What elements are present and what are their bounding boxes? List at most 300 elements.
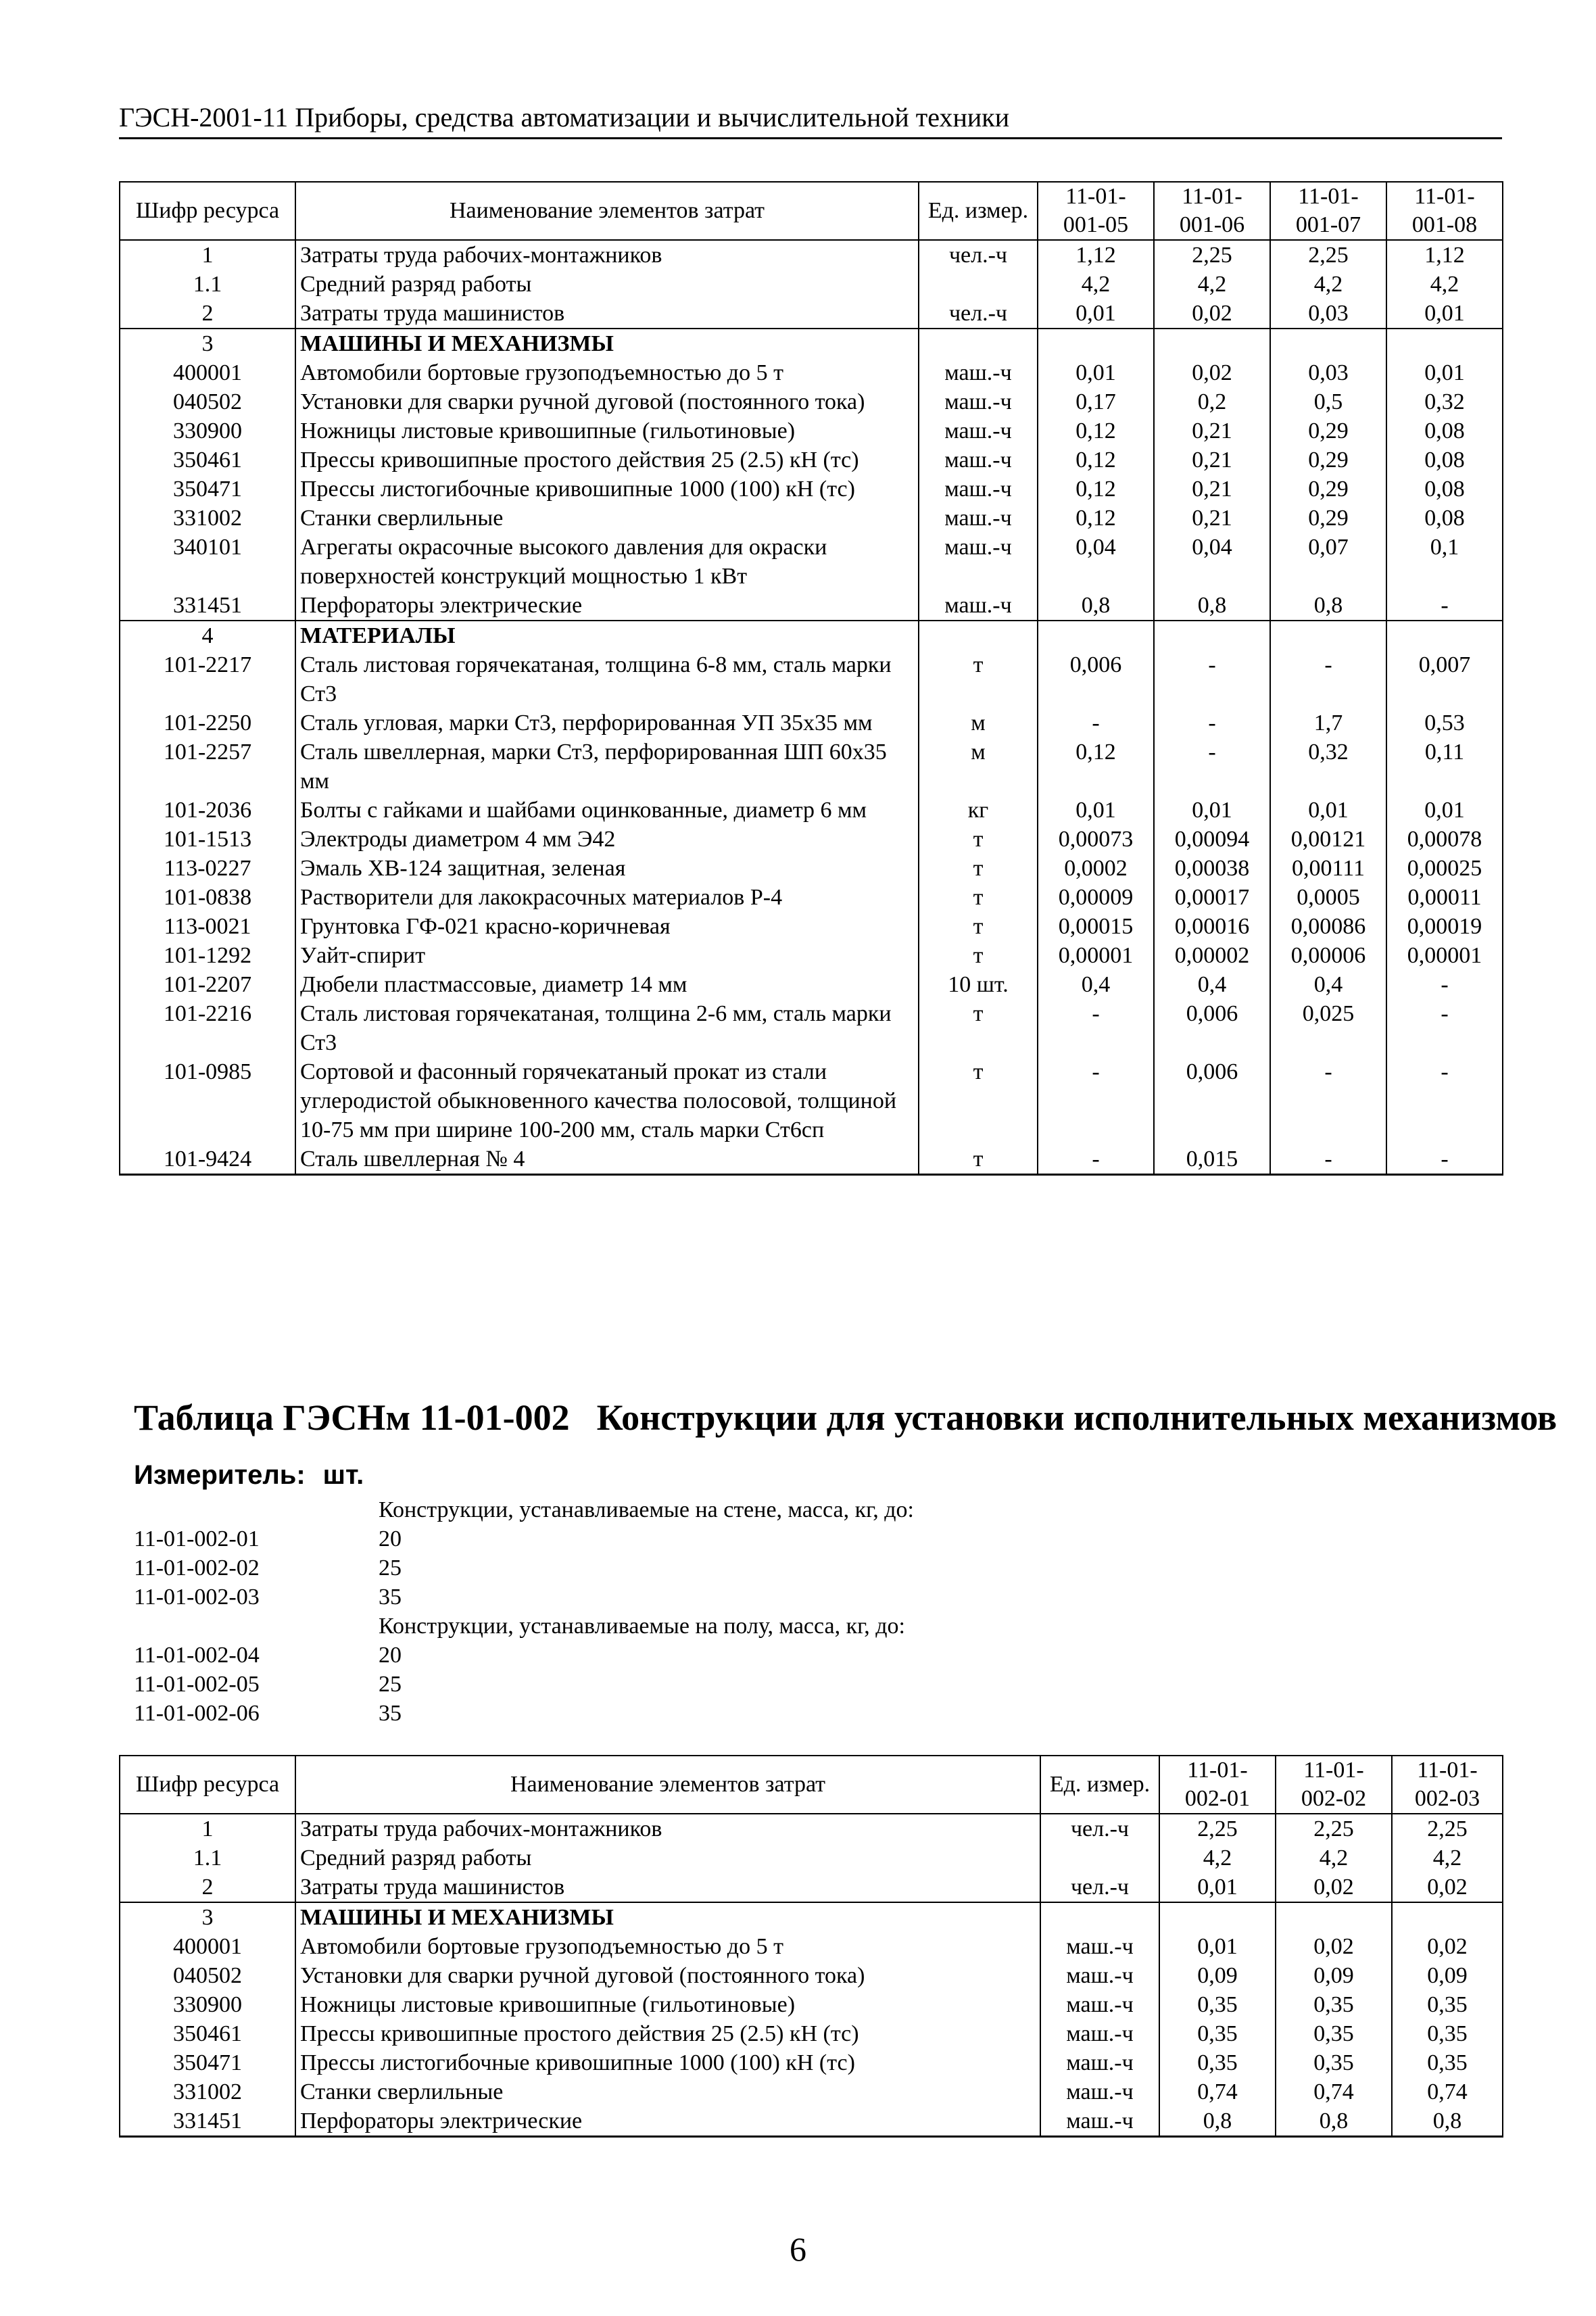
resource-name: Затраты труда машинистов [295,1873,1040,1902]
norm-value: 0,12 [1038,504,1154,533]
norm-value: 0,8 [1154,591,1270,621]
norm-value: 4,2 [1159,1843,1276,1873]
norm-value: 0,01 [1159,1932,1276,1961]
resource-unit: маш.-ч [919,591,1038,621]
resource-name: Прессы листогибочные кривошипные 1000 (100) кН (тс) [295,475,919,504]
norm-value: 0,09 [1276,1961,1392,1990]
table-row [120,1873,1503,1902]
norm-value: 0,8 [1270,591,1386,621]
norm-value: 0,32 [1386,387,1503,416]
column-header-norm-prefix: 11-01- [1303,1758,1364,1783]
resource-code: 400001 [120,358,295,387]
resource-code: 400001 [120,1932,295,1961]
norm-value: - [1386,1057,1503,1144]
resource-unit: т [919,1057,1038,1144]
norm-value: 0,35 [1276,2019,1392,2048]
norm-value: 0,29 [1270,416,1386,445]
norm-value: 0,35 [1159,1990,1276,2019]
norm-value: 0,74 [1159,2077,1276,2106]
norm-value: 4,2 [1276,1843,1392,1873]
table-row [120,1961,1503,1990]
norm-value: - [1038,1057,1154,1144]
table-row [120,2048,1503,2077]
resource-unit: т [919,912,1038,941]
table-row [120,591,1503,621]
norm-value: 0,32 [1270,738,1386,796]
resource-unit: т [919,883,1038,912]
column-header-norm [1386,182,1503,240]
resource-unit: маш.-ч [919,387,1038,416]
resource-name: Грунтовка ГФ-021 красно-коричневая [295,912,919,941]
table-row [120,825,1503,854]
column-header-norm-prefix: 11-01- [1414,184,1475,209]
norm-value: 0,8 [1392,2106,1503,2137]
norm-value: - [1270,1057,1386,1144]
resource-code: 2 [120,1873,295,1902]
norm-value: - [1038,999,1154,1057]
measure-unit [134,1460,364,1491]
table-row [120,621,1503,650]
norm-value: 0,02 [1154,299,1270,329]
norm-value: 0,02 [1276,1873,1392,1902]
column-header-norm-prefix: 11-01- [1417,1758,1478,1783]
variant-line [134,1699,914,1728]
norm-value: 1,12 [1038,240,1154,270]
norm-value: 0,006 [1038,650,1154,708]
column-header-norm-prefix: 11-01- [1065,184,1126,209]
norm-value: 0,35 [1276,2048,1392,2077]
resource-table-11-01-002 [119,1755,1503,2138]
resource-code: 331002 [120,504,295,533]
norm-value: - [1386,591,1503,621]
resource-unit: т [919,854,1038,883]
resource-name: Автомобили бортовые грузоподъемностью до 5 т [295,358,919,387]
norm-value: 0,0005 [1270,883,1386,912]
norm-value: 0,29 [1270,504,1386,533]
resource-name: Ножницы листовые кривошипные (гильотиновые) [295,1990,1040,2019]
resource-code: 350471 [120,475,295,504]
norm-value: 0,01 [1386,299,1503,329]
resource-name: Перфораторы электрические [295,2106,1040,2137]
column-header-norm-suffix: 001-06 [1179,212,1245,237]
norm-value: 0,00015 [1038,912,1154,941]
norm-value: 0,8 [1038,591,1154,621]
norm-value: 0,21 [1154,445,1270,475]
table-row [120,796,1503,825]
resource-unit: маш.-ч [1040,1932,1159,1961]
table-row [120,2077,1503,2106]
resource-name: Перфораторы электрические [295,591,919,621]
norm-value: 0,21 [1154,416,1270,445]
norm-value: 2,25 [1270,240,1386,270]
norm-value: - [1386,1144,1503,1175]
norm-value: 0,12 [1038,445,1154,475]
norm-value: 0,00001 [1038,941,1154,970]
table-row [120,2019,1503,2048]
table-row [120,387,1503,416]
resource-unit: маш.-ч [919,358,1038,387]
table-row [120,854,1503,883]
norm-value: 0,12 [1038,738,1154,796]
resource-code: 101-0838 [120,883,295,912]
column-header-norm [1392,1756,1503,1814]
norm-value [1270,621,1386,650]
norm-value: 0,01 [1038,796,1154,825]
resource-name: Прессы кривошипные простого действия 25 (2.5) кН (тс) [295,2019,1040,2048]
norm-value: 0,2 [1154,387,1270,416]
table-row [120,1843,1503,1873]
column-header-norm-suffix: 001-07 [1295,212,1361,237]
resource-code: 040502 [120,1961,295,1990]
resource-code: 331451 [120,591,295,621]
resource-code: 101-9424 [120,1144,295,1175]
resource-unit: маш.-ч [1040,1990,1159,2019]
norm-value: - [1154,738,1270,796]
resource-unit [919,621,1038,650]
resource-name: Сталь швеллерная, марки Ст3, перфорированная ШП 60х35 мм [295,738,919,796]
variant-value: 20 [379,1526,402,1551]
resource-code: 1 [120,240,295,270]
norm-value: 0,01 [1386,358,1503,387]
variant-value: 20 [379,1643,402,1668]
norm-value: 0,09 [1159,1961,1276,1990]
norm-value: 0,00002 [1154,941,1270,970]
resource-name: Дюбели пластмассовые, диаметр 14 мм [295,970,919,999]
table-row [120,1814,1503,1843]
norm-variants-list [134,1495,914,1728]
variant-value: 25 [379,1672,402,1697]
resource-unit: м [919,708,1038,738]
norm-value: 0,12 [1038,475,1154,504]
variant-code: 11-01-002-05 [134,1672,260,1697]
column-header-unit: Ед. измер. [919,182,1038,240]
resource-code: 113-0021 [120,912,295,941]
norm-value: - [1154,708,1270,738]
resource-unit: т [919,999,1038,1057]
variant-line [134,1553,914,1583]
resource-code: 1 [120,1814,295,1843]
resource-name: МАШИНЫ И МЕХАНИЗМЫ [295,1902,1040,1932]
norm-value: 0,53 [1386,708,1503,738]
resource-code: 330900 [120,1990,295,2019]
resource-code: 350461 [120,2019,295,2048]
resource-code: 331451 [120,2106,295,2137]
resource-unit: маш.-ч [1040,2106,1159,2137]
norm-value: 0,01 [1038,358,1154,387]
norm-value: 0,01 [1154,796,1270,825]
resource-code: 331002 [120,2077,295,2106]
variant-code: 11-01-002-01 [134,1526,260,1551]
norm-value: 0,015 [1154,1144,1270,1175]
resource-code: 350461 [120,445,295,475]
resource-name: Средний разряд работы [295,1843,1040,1873]
resource-name: Растворители для лакокрасочных материалов Р-4 [295,883,919,912]
norm-value: 0,00017 [1154,883,1270,912]
resource-name: Установки для сварки ручной дуговой (постоянного тока) [295,1961,1040,1990]
norm-value: 0,35 [1159,2048,1276,2077]
resource-unit: м [919,738,1038,796]
column-header-code: Шифр ресурса [120,1756,295,1814]
norm-value [1038,329,1154,358]
norm-value: 0,8 [1159,2106,1276,2137]
resource-name: Агрегаты окрасочные высокого давления для окраски поверхностей конструкций мощностью 1 кВт [295,533,919,591]
norm-value: 4,2 [1154,270,1270,299]
norm-value: 0,74 [1276,2077,1392,2106]
variant-value: 35 [379,1701,402,1726]
resource-unit: т [919,941,1038,970]
resource-code: 101-2036 [120,796,295,825]
norm-value: - [1270,1144,1386,1175]
norm-value: - [1270,650,1386,708]
column-header-norm-suffix: 002-01 [1184,1786,1251,1811]
resource-name: МАШИНЫ И МЕХАНИЗМЫ [295,329,919,358]
resource-unit [1040,1843,1159,1873]
norm-value: 0,4 [1270,970,1386,999]
norm-value: 4,2 [1270,270,1386,299]
resource-unit [1040,1902,1159,1932]
norm-value: 4,2 [1386,270,1503,299]
norm-value: 2,25 [1392,1814,1503,1843]
column-header-norm-suffix: 001-05 [1063,212,1129,237]
table-row [120,912,1503,941]
table-row [120,970,1503,999]
norm-value: 0,007 [1386,650,1503,708]
resource-name: Затраты труда машинистов [295,299,919,329]
norm-value: 0,02 [1154,358,1270,387]
resource-name: Установки для сварки ручной дуговой (постоянного тока) [295,387,919,416]
norm-value [1386,329,1503,358]
resource-name: Уайт-спирит [295,941,919,970]
resource-code: 101-2207 [120,970,295,999]
variant-code: 11-01-002-03 [134,1585,260,1610]
column-header-norm-prefix: 11-01- [1182,184,1242,209]
table-title-text: Конструкции для установки исполнительных механизмов [596,1397,1557,1438]
column-header-norm-suffix: 002-02 [1301,1786,1367,1811]
resource-name: Прессы кривошипные простого действия 25 (2.5) кН (тс) [295,445,919,475]
resource-unit: маш.-ч [919,475,1038,504]
norm-value: 0,006 [1154,999,1270,1057]
norm-value: 0,08 [1386,475,1503,504]
norm-value: 1,12 [1386,240,1503,270]
variant-code: 11-01-002-04 [134,1643,260,1668]
norm-value: 0,00073 [1038,825,1154,854]
resource-code: 101-1513 [120,825,295,854]
norm-value: 0,29 [1270,445,1386,475]
norm-value: 2,25 [1154,240,1270,270]
table-row [120,240,1503,270]
norm-value: 0,08 [1386,416,1503,445]
table-row [120,738,1503,796]
variant-line [134,1583,914,1612]
table-row [120,329,1503,358]
norm-value: 0,35 [1392,2048,1503,2077]
table-body [120,1814,1503,2137]
resource-code: 2 [120,299,295,329]
resource-name: Прессы листогибочные кривошипные 1000 (100) кН (тс) [295,2048,1040,2077]
resource-unit: 10 шт. [919,970,1038,999]
resource-code: 101-1292 [120,941,295,970]
norm-value: 0,01 [1159,1873,1276,1902]
norm-value: 1,7 [1270,708,1386,738]
table-row [120,2106,1503,2137]
resource-code: 340101 [120,533,295,591]
resource-name: Средний разряд работы [295,270,919,299]
norm-value: 0,02 [1392,1932,1503,1961]
table-row [120,299,1503,329]
measure-unit-value: шт. [322,1460,364,1490]
variant-line [134,1670,914,1699]
resource-name: Болты с гайками и шайбами оцинкованные, диаметр 6 мм [295,796,919,825]
resource-name: Сортовой и фасонный горячекатаный прокат из стали углеродистой обыкновенного качества полосовой, толщиной 10-75 мм при ширине 100-200 мм, сталь марки Ст6сп [295,1057,919,1144]
column-header-norm [1154,182,1270,240]
norm-value: - [1386,999,1503,1057]
page-number: 6 [790,2230,806,2268]
norm-value [1038,621,1154,650]
resource-code: 101-2216 [120,999,295,1057]
norm-value: 0,01 [1386,796,1503,825]
norm-value: 0,03 [1270,299,1386,329]
resource-code: 350471 [120,2048,295,2077]
norm-value: 2,25 [1276,1814,1392,1843]
norm-value: 0,5 [1270,387,1386,416]
variant-group-heading: Конструкции, устанавливаемые на стене, масса, кг, до: [379,1497,914,1522]
table-row [120,1902,1503,1932]
norm-value: - [1038,1144,1154,1175]
resource-unit: маш.-ч [919,533,1038,591]
table-row [120,504,1503,533]
norm-value [1386,621,1503,650]
resource-unit [919,329,1038,358]
norm-value: 0,00019 [1386,912,1503,941]
norm-value [1154,329,1270,358]
variant-line [134,1524,914,1553]
table-row [120,475,1503,504]
resource-unit: кг [919,796,1038,825]
norm-value: 0,09 [1392,1961,1503,1990]
norm-value: 0,08 [1386,445,1503,475]
norm-value: 0,00025 [1386,854,1503,883]
variant-code: 11-01-002-06 [134,1701,260,1726]
norm-value: 0,35 [1276,1990,1392,2019]
norm-value: 0,00121 [1270,825,1386,854]
resource-unit: маш.-ч [1040,2019,1159,2048]
norm-value: 0,21 [1154,504,1270,533]
column-header-norm-prefix: 11-01- [1187,1758,1248,1783]
norm-value: 0,006 [1154,1057,1270,1144]
norm-value: 0,02 [1392,1873,1503,1902]
resource-unit: маш.-ч [1040,2077,1159,2106]
table-body [120,240,1503,1175]
table-title [134,1397,1557,1439]
variant-code: 11-01-002-02 [134,1555,260,1581]
norm-value: 0,00078 [1386,825,1503,854]
table-row [120,1057,1503,1144]
column-header-name: Наименование элементов затрат [295,182,919,240]
variant-line [134,1641,914,1670]
norm-value: 0,8 [1276,2106,1392,2137]
measure-unit-label: Измеритель: [134,1460,306,1490]
table-row [120,1990,1503,2019]
column-header-norm [1276,1756,1392,1814]
resource-name: Сталь швеллерная № 4 [295,1144,919,1175]
resource-unit: маш.-ч [1040,1961,1159,1990]
norm-value: 0,21 [1154,475,1270,504]
resource-unit: маш.-ч [919,416,1038,445]
resource-name: Станки сверлильные [295,504,919,533]
resource-code: 3 [120,329,295,358]
table-row [120,1144,1503,1175]
variant-group-heading: Конструкции, устанавливаемые на полу, масса, кг, до: [379,1614,905,1639]
resource-code: 101-0985 [120,1057,295,1144]
norm-value: 0,0002 [1038,854,1154,883]
norm-value: 0,29 [1270,475,1386,504]
resource-name: Затраты труда рабочих-монтажников [295,240,919,270]
norm-value: - [1386,970,1503,999]
norm-value: 0,00016 [1154,912,1270,941]
norm-value: 0,02 [1276,1932,1392,1961]
resource-name: Автомобили бортовые грузоподъемностью до 5 т [295,1932,1040,1961]
resource-code: 1.1 [120,270,295,299]
column-header-name: Наименование элементов затрат [295,1756,1040,1814]
resource-name: Сталь листовая горячекатаная, толщина 2-6 мм, сталь марки Ст3 [295,999,919,1057]
norm-value: 0,35 [1392,2019,1503,2048]
norm-value: 0,01 [1038,299,1154,329]
resource-unit: чел.-ч [1040,1814,1159,1843]
table-title-code: Таблица ГЭСНм 11-01-002 [134,1397,570,1438]
norm-value: 0,00038 [1154,854,1270,883]
norm-value: 0,01 [1270,796,1386,825]
resource-name: Сталь угловая, марки Ст3, перфорированная УП 35х35 мм [295,708,919,738]
norm-value: 4,2 [1392,1843,1503,1873]
resource-code: 330900 [120,416,295,445]
norm-value: 0,11 [1386,738,1503,796]
resource-name: Эмаль ХВ-124 защитная, зеленая [295,854,919,883]
norm-value: 0,12 [1038,416,1154,445]
resource-name: Затраты труда рабочих-монтажников [295,1814,1040,1843]
norm-value: 0,07 [1270,533,1386,591]
norm-value: 0,00001 [1386,941,1503,970]
resource-unit: чел.-ч [919,240,1038,270]
norm-value: 0,04 [1154,533,1270,591]
norm-value: - [1154,650,1270,708]
norm-value: 0,00011 [1386,883,1503,912]
norm-value: 0,4 [1154,970,1270,999]
norm-value: 0,35 [1159,2019,1276,2048]
norm-value: 0,4 [1038,970,1154,999]
resource-code: 040502 [120,387,295,416]
norm-value: 0,74 [1392,2077,1503,2106]
resource-unit: чел.-ч [919,299,1038,329]
norm-value [1276,1902,1392,1932]
column-header-norm [1038,182,1154,240]
column-header-norm-prefix: 11-01- [1298,184,1359,209]
resource-unit: чел.-ч [1040,1873,1159,1902]
resource-name: Ножницы листовые кривошипные (гильотиновые) [295,416,919,445]
resource-code: 101-2250 [120,708,295,738]
resource-unit: т [919,825,1038,854]
norm-value: 0,04 [1038,533,1154,591]
resource-name: Сталь листовая горячекатаная, толщина 6-8 мм, сталь марки Ст3 [295,650,919,708]
table-row [120,445,1503,475]
page-header: ГЭСН-2001-11 Приборы, средства автоматизации и вычислительной техники [119,101,1502,139]
resource-code: 101-2257 [120,738,295,796]
resource-unit: маш.-ч [919,504,1038,533]
norm-value: 0,35 [1392,1990,1503,2019]
table-row [120,416,1503,445]
resource-name: МАТЕРИАЛЫ [295,621,919,650]
column-header-unit: Ед. измер. [1040,1756,1159,1814]
column-header-code: Шифр ресурса [120,182,295,240]
